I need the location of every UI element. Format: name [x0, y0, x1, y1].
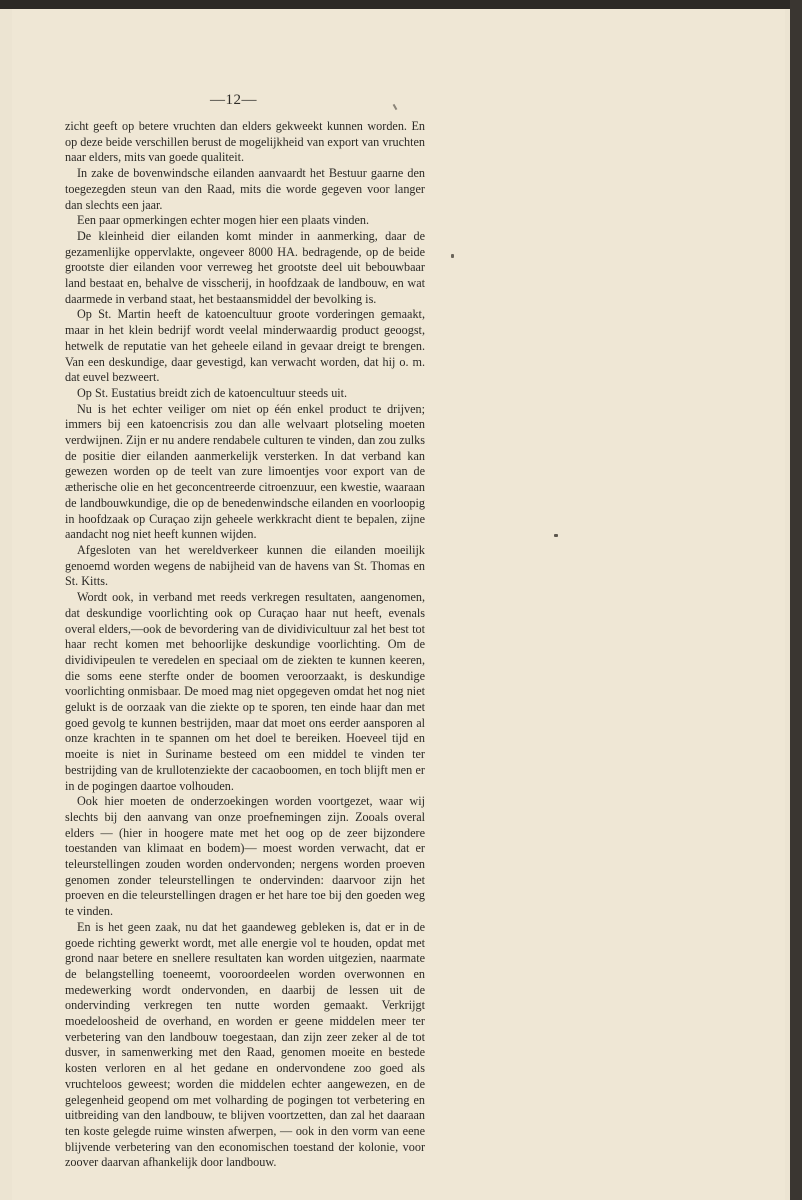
- paragraph: Afgesloten van het wereldverkeer kunnen die eilanden moeilijk genoemd worden wegens de nabijheid van de havens van St. Thomas en St. Kitts.: [65, 542, 425, 589]
- scan-top-border: [0, 0, 802, 9]
- paragraph: Nu is het echter veiliger om niet op één enkel product te drijven; immers bij een katoencrisis zou dan alle welvaart plotseling moeten verdwijnen. Zijn er nu andere rendabele culturen te vinden, dan zou zulks de positie dier eilanden aanmerkelijk versterken. In dat verband kan gewezen worden op de teelt van zure limoentjes voor export van de ætherische olie en het geconcentreerde citroenzuur, een kwestie, waaraan de landbouwkundige, die op de benedenwindsche eilanden en voorloopig in hoofdzaak op Curaçao zijn geheele werkkracht dient te bepalen, zijne aandacht nog niet heeft kunnen wijden.: [65, 401, 425, 542]
- paragraph: Ook hier moeten de onderzoekingen worden voortgezet, waar wij slechts bij den aanvang van onze proefnemingen zijn. Zooals overal elders — (hier in hoogere mate met het oog op de zeer bijzondere toestanden van klimaat en bodem)— moest worden verwacht, dat er teleurstellingen zouden worden ondervonden; nergens worden proeven genomen zonder teleurstellingen te ondervinden: daarvoor zijn het proeven en die teleurstellingen dragen er het hare toe bij den goeden weg te vinden.: [65, 794, 425, 919]
- paragraph: Op St. Martin heeft de katoencultuur groote vorderingen gemaakt, maar in het klein bedrijf wordt veelal minderwaardig product geoogst, hetwelk de reputatie van het geheele eiland in gevaar dreigt te brengen. Van een deskundige, daar gevestigd, kan verwacht worden, dat hij o. m. dat euvel bezweert.: [65, 307, 425, 385]
- paragraph: De kleinheid dier eilanden komt minder in aanmerking, daar de gezamenlijke oppervlakte, ongeveer 8000 HA. bedragende, op de beide grootste dier eilanden voor verreweg het grootste deel uit bebouwbaar land bestaat en, behalve de visscherij, in hoofdzaak de landbouw, en wat daarmede in verband staat, het bestaansmiddel der bevolking is.: [65, 228, 425, 306]
- ink-speck: [554, 534, 558, 537]
- ink-speck: [451, 254, 454, 258]
- paragraph: En is het geen zaak, nu dat het gaandeweg gebleken is, dat er in de goede richting gewerkt wordt, met alle energie vol te houden, opdat met grond naar betere en snellere resultaten kan worden uitgezien, naarmate de belangstelling toeneemt, vooroordeelen worden overwonnen en medewerking wordt ondervonden, en daarbij de lessen uit de ondervinding verkregen ten nutte worden gemaakt. Verkrijgt moedeloosheid de overhand, en worden er geene middelen meer ter verbetering van den landbouw toegestaan, dan zijn zeer zeker al de tot dusver, in samenwerking met den Raad, genomen moeite en bestede kosten verloren en al het gedane en ondervondene zoo goed als vruchteloos geweest; worden die middelen echter aangewezen, en de gelegenheid geopend om met volharding de pogingen tot verbetering en uitbreiding van den landbouw, te blijven voortzetten, dan zal het daaraan ten koste gelegde ruime winsten afwerpen, — ook in den vorm van eene blijvende verbetering van den economischen toestand der kolonie, voor zoover daarvan afhankelijk door landbouw.: [65, 919, 425, 1170]
- paragraph: In zake de bovenwindsche eilanden aanvaardt het Bestuur gaarne den toegezegden steun van den Raad, mits die worde gegeven voor langer dan slechts een jaar.: [65, 166, 425, 212]
- ink-mark: [393, 104, 398, 110]
- paragraph: zicht geeft op betere vruchten dan elders gekweekt kunnen worden. En op deze beide verschillen berust de mogelijkheid van export van vruchten naar elders, mits van goede qualiteit.: [65, 119, 425, 165]
- body-text: [65, 119, 425, 1171]
- page-number: —12—: [210, 92, 257, 108]
- scan-right-border: [790, 0, 802, 1200]
- paragraph: Wordt ook, in verband met reeds verkregen resultaten, aangenomen, dat deskundige voorlichting ook op Curaçao haar nut heeft, evenals overal elders,—ook de bevordering van de dividivicultuur zal het best tot haar recht komen met behoorlijke deskundige voorlichting. Om de dividivipeulen te veredelen en speciaal om de ziekten te kunnen keeren, die soms eene sterfte onder de boomen veroorzaakt, is deskundige voorlichting onmisbaar. De moed mag niet opgegeven omdat het nog niet gelukt is de oorzaak van die ziekte op te sporen, ten einde haar dan met goed gevolg te kunnen bestrijden, maar dat moet ons eerder aansporen al onze krachten in te spannen om het doel te bereiken. Hoeveel tijd en moeite is niet in Suriname besteed om een middel te vinden ter bestrijding van de krullotenziekte der cacaoboomen, en toch blijft men er in de pogingen daartoe volhouden.: [65, 590, 425, 793]
- paragraph: Een paar opmerkingen echter mogen hier een plaats vinden.: [77, 213, 370, 228]
- document-page: [12, 9, 785, 1200]
- paragraph: Op St. Eustatius breidt zich de katoencultuur steeds uit.: [77, 385, 348, 400]
